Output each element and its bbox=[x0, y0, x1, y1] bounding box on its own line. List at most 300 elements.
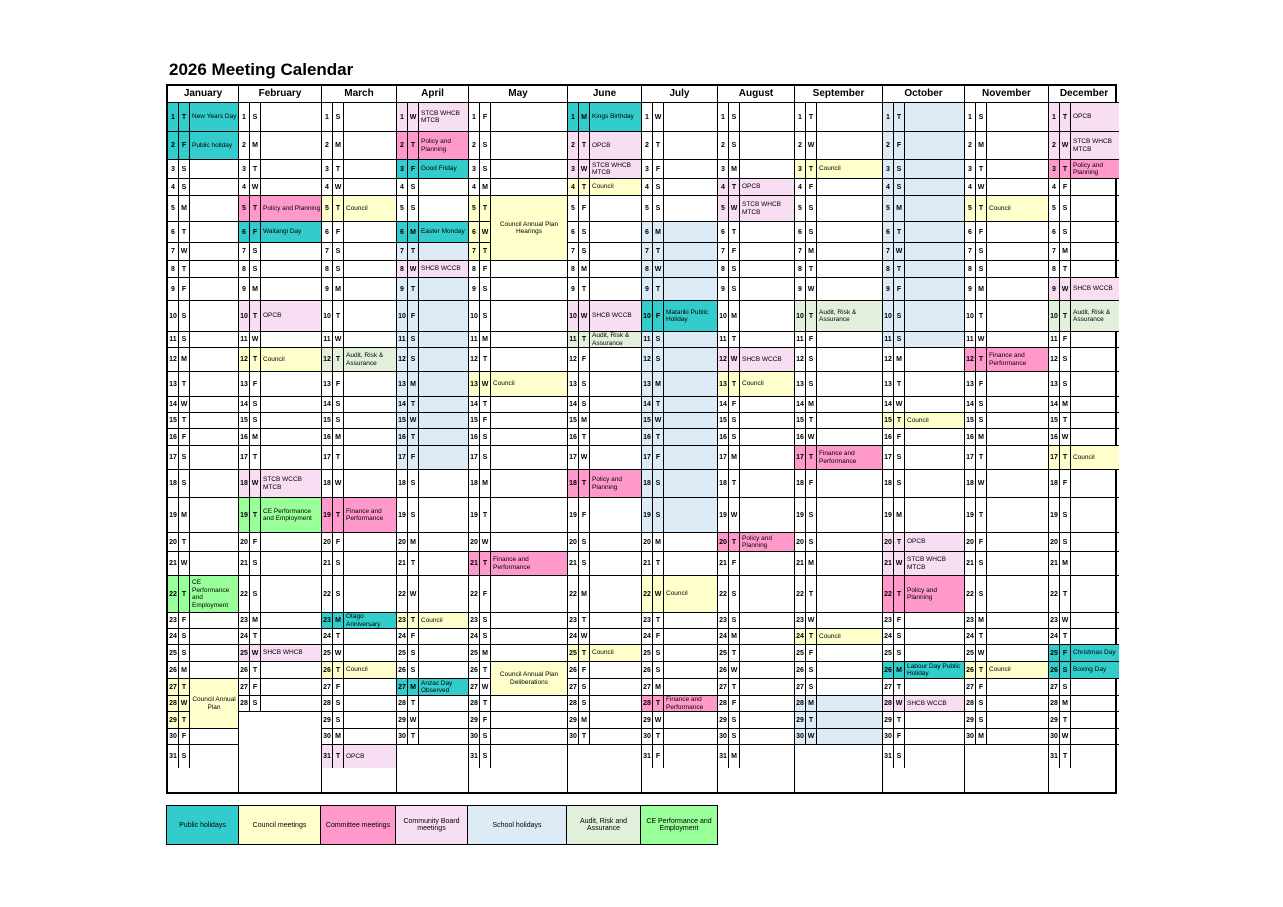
day-number: 8 bbox=[397, 261, 408, 277]
weekday-letter: W bbox=[894, 552, 905, 575]
weekday-letter: S bbox=[653, 470, 664, 497]
day-number: 21 bbox=[322, 552, 333, 575]
calendar-event[interactable]: Policy and Planning bbox=[590, 470, 641, 497]
day-number: 20 bbox=[168, 533, 179, 551]
weekday-letter: S bbox=[250, 552, 261, 575]
event-cell bbox=[987, 103, 1048, 131]
event-cell bbox=[1071, 613, 1119, 628]
weekday-letter: S bbox=[250, 397, 261, 412]
event-cell bbox=[987, 332, 1048, 347]
day-number: 28 bbox=[168, 696, 179, 711]
day-number: 20 bbox=[239, 533, 250, 551]
calendar-event[interactable]: CE Performance and Employment bbox=[190, 576, 238, 612]
calendar-event[interactable]: Otago Anniversary bbox=[344, 613, 396, 628]
weekday-letter: S bbox=[976, 261, 987, 277]
weekday-letter: W bbox=[1060, 729, 1071, 744]
calendar-event[interactable]: Audit, Risk & Assurance bbox=[344, 348, 396, 371]
day-row bbox=[642, 613, 717, 629]
day-number: 18 bbox=[718, 470, 729, 497]
event-cell bbox=[664, 470, 717, 497]
event-cell bbox=[987, 446, 1048, 469]
day-row bbox=[642, 179, 717, 196]
day-row bbox=[168, 613, 238, 629]
event-cell bbox=[419, 552, 468, 575]
day-number: 25 bbox=[795, 645, 806, 661]
calendar-event[interactable]: Policy and Planning bbox=[419, 132, 468, 159]
day-row bbox=[1049, 103, 1119, 132]
weekday-letter: T bbox=[408, 429, 419, 445]
day-row bbox=[883, 261, 964, 278]
calendar-event[interactable]: SHCB WHCB bbox=[261, 645, 321, 661]
calendar-grid bbox=[166, 84, 1117, 794]
day-row bbox=[718, 278, 794, 301]
weekday-letter: S bbox=[333, 576, 344, 612]
calendar-event[interactable]: Council bbox=[344, 196, 396, 221]
calendar-event[interactable]: Policy and Planning bbox=[740, 533, 794, 551]
weekday-letter: T bbox=[333, 160, 344, 178]
event-cell bbox=[261, 679, 321, 695]
day-number: 13 bbox=[718, 372, 729, 396]
weekday-letter: S bbox=[806, 679, 817, 695]
day-row bbox=[568, 196, 641, 222]
calendar-event-span[interactable]: Council Annual Plan bbox=[190, 679, 238, 729]
day-number: 20 bbox=[469, 533, 480, 551]
calendar-event[interactable]: OPCB bbox=[344, 745, 396, 768]
weekday-letter: T bbox=[806, 712, 817, 728]
day-row bbox=[322, 552, 396, 576]
day-row bbox=[965, 498, 1048, 533]
calendar-event[interactable]: Finance and Performance bbox=[491, 552, 567, 575]
day-row bbox=[397, 348, 468, 372]
weekday-letter: F bbox=[729, 243, 740, 260]
event-cell bbox=[905, 160, 964, 178]
day-row bbox=[1049, 332, 1119, 348]
weekday-letter: S bbox=[729, 429, 740, 445]
day-row bbox=[168, 552, 238, 576]
day-row bbox=[795, 679, 882, 696]
event-cell bbox=[1071, 679, 1119, 695]
weekday-letter: M bbox=[179, 348, 190, 371]
event-cell bbox=[190, 372, 238, 396]
legend-item-ph: Public holidays bbox=[167, 806, 239, 844]
weekday-letter: S bbox=[179, 745, 190, 768]
day-row bbox=[239, 278, 321, 301]
weekday-letter: T bbox=[806, 576, 817, 612]
day-number: 7 bbox=[795, 243, 806, 260]
day-number: 12 bbox=[965, 348, 976, 371]
day-row bbox=[322, 160, 396, 179]
event-cell bbox=[491, 712, 567, 728]
event-cell bbox=[344, 222, 396, 242]
weekday-letter: S bbox=[1060, 498, 1071, 532]
day-number: 6 bbox=[1049, 222, 1060, 242]
event-cell bbox=[817, 696, 882, 711]
day-number: 8 bbox=[469, 261, 480, 277]
event-cell bbox=[987, 712, 1048, 728]
event-cell bbox=[664, 179, 717, 195]
calendar-event[interactable]: New Years Day bbox=[190, 103, 238, 131]
day-row bbox=[718, 576, 794, 613]
event-cell bbox=[491, 261, 567, 277]
event-cell bbox=[190, 222, 238, 242]
weekday-letter: F bbox=[333, 533, 344, 551]
day-number: 22 bbox=[795, 576, 806, 612]
weekday-letter: W bbox=[1060, 132, 1071, 159]
event-cell bbox=[261, 372, 321, 396]
event-cell bbox=[344, 712, 396, 728]
weekday-letter: W bbox=[894, 696, 905, 711]
day-row bbox=[1049, 196, 1119, 222]
calendar-event[interactable]: Audit, Risk & Assurance bbox=[590, 332, 641, 347]
event-cell bbox=[344, 413, 396, 428]
day-number: 18 bbox=[168, 470, 179, 497]
calendar-event[interactable]: STCB WHCB MTCB bbox=[740, 196, 794, 221]
weekday-letter: T bbox=[579, 278, 590, 300]
day-number: 18 bbox=[883, 470, 894, 497]
event-cell bbox=[491, 413, 567, 428]
calendar-event[interactable]: Finance and Performance bbox=[987, 348, 1048, 371]
weekday-letter: S bbox=[480, 729, 491, 744]
day-row bbox=[322, 278, 396, 301]
weekday-letter: M bbox=[579, 103, 590, 131]
event-cell bbox=[261, 243, 321, 260]
calendar-event[interactable]: STCB WHCB MTCB bbox=[905, 552, 964, 575]
calendar-event[interactable]: SHCB WCCB bbox=[590, 301, 641, 331]
day-row bbox=[469, 278, 567, 301]
weekday-letter: M bbox=[729, 446, 740, 469]
calendar-event[interactable]: STCB WCCB MTCB bbox=[261, 470, 321, 497]
calendar-event[interactable]: STCB WHCB MTCB bbox=[590, 160, 641, 178]
day-row bbox=[795, 552, 882, 576]
day-number: 5 bbox=[642, 196, 653, 221]
day-row bbox=[568, 552, 641, 576]
day-number: 14 bbox=[965, 397, 976, 412]
event-cell bbox=[1071, 712, 1119, 728]
calendar-event[interactable]: OPCB bbox=[590, 132, 641, 159]
day-number: 29 bbox=[883, 712, 894, 728]
event-cell bbox=[344, 645, 396, 661]
weekday-letter: W bbox=[480, 372, 491, 396]
event-cell bbox=[664, 613, 717, 628]
day-number: 22 bbox=[718, 576, 729, 612]
weekday-letter: W bbox=[480, 533, 491, 551]
event-cell bbox=[740, 413, 794, 428]
calendar-event[interactable]: Council bbox=[740, 372, 794, 396]
day-row bbox=[239, 470, 321, 498]
day-number: 5 bbox=[795, 196, 806, 221]
calendar-event[interactable]: Council bbox=[344, 662, 396, 678]
event-cell bbox=[664, 413, 717, 428]
event-cell bbox=[491, 470, 567, 497]
event-cell bbox=[817, 613, 882, 628]
weekday-letter: T bbox=[894, 679, 905, 695]
weekday-letter: W bbox=[729, 348, 740, 371]
weekday-letter: W bbox=[976, 645, 987, 661]
weekday-letter: T bbox=[408, 613, 419, 628]
month-column-november bbox=[965, 86, 1049, 792]
day-number: 1 bbox=[795, 103, 806, 131]
day-number: 31 bbox=[322, 745, 333, 768]
calendar-event[interactable]: CE Performance and Employment bbox=[261, 498, 321, 532]
day-row bbox=[795, 712, 882, 729]
day-row bbox=[469, 103, 567, 132]
calendar-event[interactable]: SHCB WCCB bbox=[905, 696, 964, 711]
calendar-event[interactable]: Audit, Risk & Assurance bbox=[817, 301, 882, 331]
day-row bbox=[718, 662, 794, 679]
day-number: 22 bbox=[965, 576, 976, 612]
calendar-event[interactable]: OPCB bbox=[740, 179, 794, 195]
day-number: 19 bbox=[168, 498, 179, 532]
calendar-event[interactable]: Council bbox=[491, 372, 567, 396]
day-number: 7 bbox=[239, 243, 250, 260]
event-cell bbox=[664, 745, 717, 768]
event-cell bbox=[905, 629, 964, 644]
day-row bbox=[1049, 552, 1119, 576]
day-number: 24 bbox=[718, 629, 729, 644]
calendar-event[interactable]: Finance and Performance bbox=[817, 446, 882, 469]
day-number: 2 bbox=[1049, 132, 1060, 159]
calendar-event[interactable]: Good Friday bbox=[419, 160, 468, 178]
day-number: 4 bbox=[718, 179, 729, 195]
weekday-letter: T bbox=[250, 196, 261, 221]
calendar-event[interactable]: Council bbox=[987, 196, 1048, 221]
event-cell bbox=[740, 397, 794, 412]
day-row bbox=[718, 132, 794, 160]
day-row bbox=[397, 712, 468, 729]
calendar-event[interactable]: Council bbox=[590, 645, 641, 661]
day-number: 17 bbox=[469, 446, 480, 469]
day-number: 26 bbox=[965, 662, 976, 678]
day-number: 15 bbox=[718, 413, 729, 428]
weekday-letter: S bbox=[480, 301, 491, 331]
weekday-letter: T bbox=[653, 132, 664, 159]
weekday-letter: F bbox=[729, 552, 740, 575]
day-row bbox=[568, 613, 641, 629]
event-cell bbox=[344, 179, 396, 195]
weekday-letter: M bbox=[333, 132, 344, 159]
day-number: 21 bbox=[718, 552, 729, 575]
event-cell bbox=[590, 498, 641, 532]
day-number: 14 bbox=[718, 397, 729, 412]
day-number: 3 bbox=[322, 160, 333, 178]
calendar-event[interactable]: Anzac Day Observed bbox=[419, 679, 468, 695]
legend-item-cb: Community Board meetings bbox=[396, 806, 468, 844]
weekday-letter: W bbox=[653, 103, 664, 131]
day-number: 25 bbox=[883, 645, 894, 661]
weekday-letter: F bbox=[179, 729, 190, 744]
weekday-letter: S bbox=[729, 413, 740, 428]
day-row bbox=[168, 397, 238, 413]
calendar-event[interactable]: OPCB bbox=[905, 533, 964, 551]
day-number: 12 bbox=[795, 348, 806, 371]
weekday-letter: S bbox=[333, 261, 344, 277]
weekday-letter: S bbox=[653, 662, 664, 678]
day-row bbox=[1049, 629, 1119, 645]
calendar-event[interactable]: Easter Monday bbox=[419, 222, 468, 242]
calendar-event-span[interactable]: Council Annual Plan Hearings bbox=[491, 196, 567, 261]
weekday-letter: W bbox=[653, 576, 664, 612]
event-cell bbox=[817, 498, 882, 532]
day-number: 13 bbox=[965, 372, 976, 396]
event-cell bbox=[740, 729, 794, 744]
day-number: 3 bbox=[168, 160, 179, 178]
day-number: 21 bbox=[642, 552, 653, 575]
day-row bbox=[568, 179, 641, 196]
day-number: 6 bbox=[718, 222, 729, 242]
day-number: 2 bbox=[642, 132, 653, 159]
day-row bbox=[1049, 429, 1119, 446]
weekday-letter: W bbox=[333, 645, 344, 661]
day-number: 6 bbox=[883, 222, 894, 242]
day-number: 17 bbox=[642, 446, 653, 469]
day-row bbox=[397, 429, 468, 446]
weekday-letter: S bbox=[333, 712, 344, 728]
calendar-event[interactable]: Waitangi Day bbox=[261, 222, 321, 242]
calendar-event[interactable]: Audit, Risk & Assurance bbox=[1071, 301, 1119, 331]
calendar-event[interactable]: STCB WHCB MTCB bbox=[1071, 132, 1119, 159]
day-row bbox=[397, 196, 468, 222]
day-number: 31 bbox=[1049, 745, 1060, 768]
weekday-letter: T bbox=[976, 446, 987, 469]
event-cell bbox=[491, 278, 567, 300]
event-cell bbox=[817, 533, 882, 551]
calendar-event[interactable]: Boxing Day bbox=[1071, 662, 1119, 678]
weekday-letter: M bbox=[729, 745, 740, 768]
day-row bbox=[883, 498, 964, 533]
day-row bbox=[883, 372, 964, 397]
day-number: 5 bbox=[322, 196, 333, 221]
weekday-letter: F bbox=[976, 222, 987, 242]
calendar-event[interactable]: Council bbox=[664, 576, 717, 612]
day-number: 10 bbox=[795, 301, 806, 331]
calendar-event[interactable]: Policy and Planning bbox=[261, 196, 321, 221]
weekday-letter: W bbox=[894, 397, 905, 412]
calendar-event[interactable]: Council bbox=[1071, 446, 1119, 469]
event-cell bbox=[190, 745, 238, 768]
day-row bbox=[168, 645, 238, 662]
day-row bbox=[718, 332, 794, 348]
calendar-event[interactable]: Council bbox=[905, 413, 964, 428]
day-number: 2 bbox=[168, 132, 179, 159]
day-row bbox=[883, 729, 964, 745]
calendar-event[interactable]: Kings Birthday bbox=[590, 103, 641, 131]
event-cell bbox=[344, 243, 396, 260]
day-row bbox=[239, 552, 321, 576]
calendar-event[interactable]: Council bbox=[817, 629, 882, 644]
month-header: December bbox=[1049, 86, 1119, 103]
calendar-event[interactable]: SHCB WCCB bbox=[419, 261, 468, 277]
day-number: 17 bbox=[168, 446, 179, 469]
weekday-letter: S bbox=[653, 179, 664, 195]
day-row bbox=[568, 332, 641, 348]
weekday-letter: W bbox=[179, 696, 190, 711]
weekday-letter: W bbox=[408, 413, 419, 428]
calendar-event[interactable]: Labour Day Public Holiday bbox=[905, 662, 964, 678]
calendar-event[interactable]: Council bbox=[987, 662, 1048, 678]
calendar-event[interactable]: Christmas Day bbox=[1071, 645, 1119, 661]
day-number: 1 bbox=[239, 103, 250, 131]
calendar-event[interactable]: Council bbox=[590, 179, 641, 195]
weekday-letter: S bbox=[729, 613, 740, 628]
day-row bbox=[469, 372, 567, 397]
day-row bbox=[168, 745, 238, 768]
calendar-event[interactable]: Finance and Performance bbox=[664, 696, 717, 711]
calendar-event[interactable]: SHCB WCCB bbox=[1071, 278, 1119, 300]
event-cell bbox=[1071, 498, 1119, 532]
calendar-event[interactable]: STCB WHCB MTCB bbox=[419, 103, 468, 131]
day-row bbox=[718, 222, 794, 243]
event-cell bbox=[261, 533, 321, 551]
day-number: 4 bbox=[168, 179, 179, 195]
event-cell bbox=[344, 332, 396, 347]
day-number: 16 bbox=[168, 429, 179, 445]
weekday-letter: S bbox=[729, 261, 740, 277]
day-number: 28 bbox=[568, 696, 579, 711]
calendar-event-span[interactable]: Council Annual Plan Deliberations bbox=[491, 662, 567, 696]
weekday-letter: T bbox=[976, 196, 987, 221]
day-number: 11 bbox=[1049, 332, 1060, 347]
day-number: 23 bbox=[239, 613, 250, 628]
day-number: 5 bbox=[883, 196, 894, 221]
day-number: 22 bbox=[168, 576, 179, 612]
day-number: 29 bbox=[322, 712, 333, 728]
weekday-letter: S bbox=[408, 179, 419, 195]
day-number: 2 bbox=[469, 132, 480, 159]
day-number: 23 bbox=[322, 613, 333, 628]
day-number: 9 bbox=[795, 278, 806, 300]
event-cell bbox=[590, 397, 641, 412]
event-cell bbox=[590, 372, 641, 396]
weekday-letter: M bbox=[480, 179, 491, 195]
calendar-event[interactable]: Council bbox=[419, 613, 468, 628]
day-row bbox=[1049, 533, 1119, 552]
weekday-letter: W bbox=[408, 712, 419, 728]
calendar-event[interactable]: Council bbox=[817, 160, 882, 178]
day-row bbox=[1049, 712, 1119, 729]
calendar-event[interactable]: Finance and Performance bbox=[344, 498, 396, 532]
calendar-event[interactable]: Policy and Planning bbox=[1071, 160, 1119, 178]
weekday-letter: M bbox=[806, 696, 817, 711]
day-number: 9 bbox=[965, 278, 976, 300]
calendar-event[interactable]: Policy and Planning bbox=[905, 576, 964, 612]
calendar-event[interactable]: Council bbox=[261, 348, 321, 371]
event-cell bbox=[905, 498, 964, 532]
weekday-letter: F bbox=[408, 446, 419, 469]
event-cell bbox=[190, 533, 238, 551]
calendar-event[interactable]: Public holiday bbox=[190, 132, 238, 159]
day-number: 21 bbox=[965, 552, 976, 575]
day-number: 8 bbox=[168, 261, 179, 277]
calendar-event[interactable]: Matariki Public Holiday bbox=[664, 301, 717, 331]
event-cell bbox=[987, 132, 1048, 159]
event-cell bbox=[261, 629, 321, 644]
day-row bbox=[397, 629, 468, 645]
day-row bbox=[1049, 413, 1119, 429]
calendar-event[interactable]: OPCB bbox=[261, 301, 321, 331]
event-cell bbox=[1071, 470, 1119, 497]
day-row bbox=[965, 552, 1048, 576]
day-row bbox=[883, 629, 964, 645]
event-cell bbox=[664, 629, 717, 644]
weekday-letter: T bbox=[729, 645, 740, 661]
weekday-letter: F bbox=[729, 397, 740, 412]
calendar-event[interactable]: SHCB WCCB bbox=[740, 348, 794, 371]
calendar-event[interactable]: OPCB bbox=[1071, 103, 1119, 131]
day-number: 5 bbox=[469, 196, 480, 221]
weekday-letter: T bbox=[179, 679, 190, 695]
day-number: 24 bbox=[322, 629, 333, 644]
day-row bbox=[322, 729, 396, 745]
